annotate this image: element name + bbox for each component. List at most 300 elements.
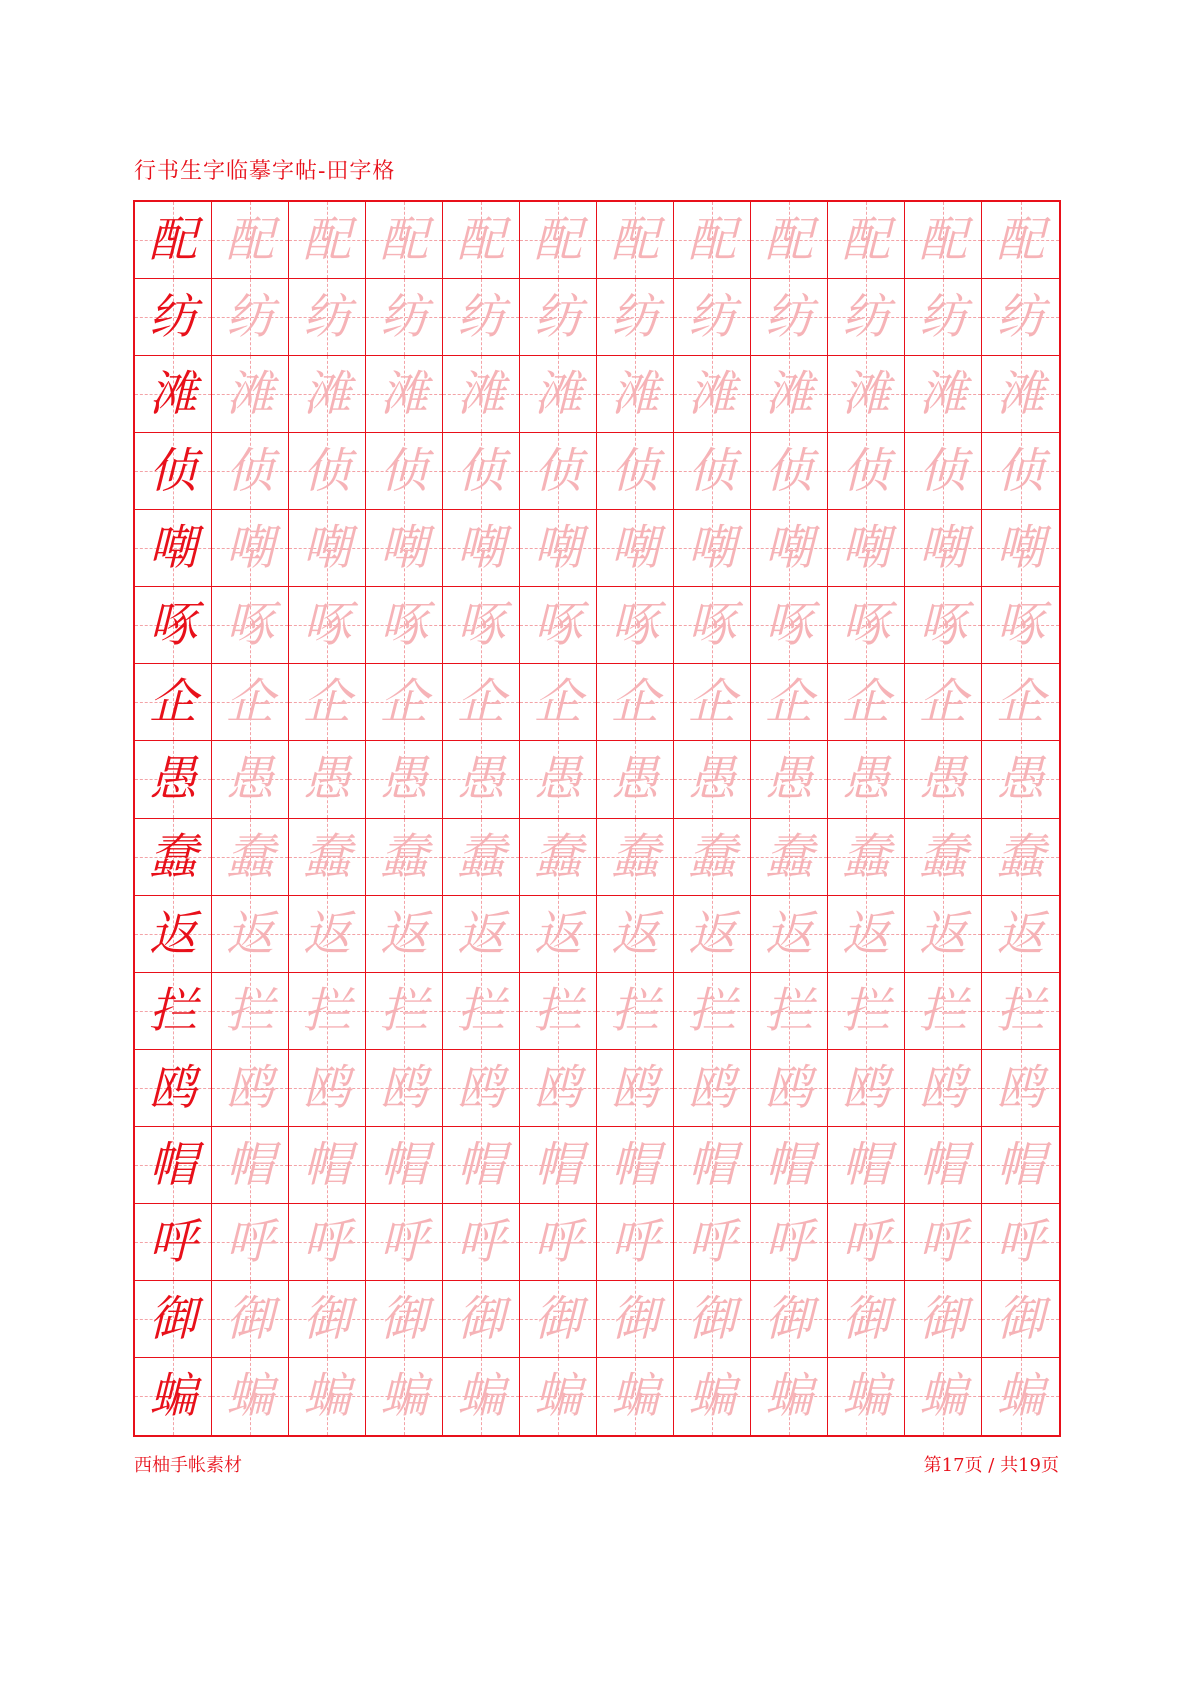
trace-character-cell	[212, 433, 289, 510]
model-character: 配	[148, 212, 197, 269]
trace-character-cell	[597, 510, 674, 587]
trace-character: 蝙	[302, 1368, 351, 1425]
model-character-cell	[135, 510, 212, 587]
trace-character-cell	[212, 356, 289, 433]
trace-character-cell	[289, 433, 366, 510]
trace-character-cell	[982, 973, 1059, 1050]
trace-character: 嘲	[918, 520, 967, 577]
trace-character-cell	[443, 664, 520, 741]
trace-character-cell	[366, 202, 443, 279]
trace-character: 呼	[918, 1213, 967, 1270]
trace-character-cell	[212, 664, 289, 741]
trace-character: 御	[225, 1290, 274, 1347]
trace-character-cell	[905, 433, 982, 510]
model-character: 蠢	[148, 828, 197, 885]
trace-character: 滩	[533, 366, 582, 423]
trace-character-cell	[520, 819, 597, 896]
trace-character: 御	[533, 1290, 582, 1347]
trace-character: 企	[841, 674, 890, 731]
trace-character: 蠢	[918, 828, 967, 885]
trace-character-cell	[366, 1127, 443, 1204]
model-character-cell	[135, 973, 212, 1050]
trace-character-cell	[366, 819, 443, 896]
trace-character-cell	[982, 587, 1059, 664]
model-character: 鸥	[148, 1059, 197, 1116]
trace-character: 蝙	[841, 1368, 890, 1425]
trace-character-cell	[443, 896, 520, 973]
trace-character-cell	[443, 973, 520, 1050]
trace-character-cell	[366, 510, 443, 587]
trace-character: 配	[379, 212, 428, 269]
trace-character: 返	[302, 905, 351, 962]
model-character-cell	[135, 1204, 212, 1281]
model-character-cell	[135, 896, 212, 973]
trace-character: 嘲	[225, 520, 274, 577]
model-character-cell	[135, 819, 212, 896]
trace-character: 嘲	[533, 520, 582, 577]
trace-character: 侦	[996, 443, 1045, 500]
trace-character: 御	[610, 1290, 659, 1347]
trace-character-cell	[982, 1050, 1059, 1127]
trace-character: 御	[764, 1290, 813, 1347]
trace-character-cell	[212, 1050, 289, 1127]
trace-character: 愚	[687, 751, 736, 808]
trace-character: 呼	[996, 1213, 1045, 1270]
trace-character: 返	[841, 905, 890, 962]
trace-character-cell	[828, 664, 905, 741]
trace-character-cell	[520, 279, 597, 356]
trace-character: 蠢	[456, 828, 505, 885]
trace-character-cell	[212, 896, 289, 973]
trace-character-cell	[905, 896, 982, 973]
trace-character-cell	[674, 896, 751, 973]
trace-character-cell	[674, 819, 751, 896]
model-character-cell	[135, 664, 212, 741]
trace-character: 纺	[533, 289, 582, 346]
trace-character: 蝙	[996, 1368, 1045, 1425]
trace-character-cell	[212, 202, 289, 279]
trace-character-cell	[828, 1127, 905, 1204]
trace-character: 呼	[225, 1213, 274, 1270]
trace-character: 呼	[456, 1213, 505, 1270]
trace-character: 侦	[379, 443, 428, 500]
trace-character: 纺	[456, 289, 505, 346]
trace-character-cell	[212, 1127, 289, 1204]
trace-character: 企	[764, 674, 813, 731]
trace-character: 帽	[379, 1136, 428, 1193]
trace-character: 企	[996, 674, 1045, 731]
trace-character: 侦	[918, 443, 967, 500]
trace-character-cell	[597, 1281, 674, 1358]
trace-character: 拦	[764, 982, 813, 1039]
trace-character-cell	[520, 510, 597, 587]
trace-character: 蝙	[379, 1368, 428, 1425]
trace-character-cell	[597, 279, 674, 356]
trace-character-cell	[443, 356, 520, 433]
trace-character-cell	[366, 433, 443, 510]
trace-character: 返	[379, 905, 428, 962]
trace-character-cell	[751, 1127, 828, 1204]
trace-character: 滩	[996, 366, 1045, 423]
trace-character-cell	[289, 510, 366, 587]
trace-character: 纺	[302, 289, 351, 346]
trace-character: 配	[841, 212, 890, 269]
trace-character: 蝙	[225, 1368, 274, 1425]
trace-character-cell	[289, 279, 366, 356]
trace-character: 帽	[764, 1136, 813, 1193]
trace-character-cell	[751, 1050, 828, 1127]
trace-character: 滩	[841, 366, 890, 423]
trace-character: 蠢	[764, 828, 813, 885]
trace-character-cell	[674, 1127, 751, 1204]
trace-character: 帽	[687, 1136, 736, 1193]
trace-character: 返	[533, 905, 582, 962]
trace-character-cell	[289, 741, 366, 818]
trace-character-cell	[982, 1127, 1059, 1204]
trace-character-cell	[905, 1281, 982, 1358]
trace-character: 帽	[225, 1136, 274, 1193]
trace-character-cell	[443, 587, 520, 664]
model-character-cell	[135, 202, 212, 279]
trace-character: 拦	[610, 982, 659, 1039]
trace-character: 蝙	[533, 1368, 582, 1425]
trace-character-cell	[597, 1358, 674, 1435]
trace-character-cell	[289, 1050, 366, 1127]
trace-character-cell	[289, 356, 366, 433]
trace-character: 蝙	[918, 1368, 967, 1425]
trace-character: 配	[764, 212, 813, 269]
trace-character: 企	[225, 674, 274, 731]
trace-character-cell	[674, 1204, 751, 1281]
trace-character: 啄	[687, 597, 736, 654]
trace-character-cell	[520, 433, 597, 510]
trace-character-cell	[905, 1204, 982, 1281]
trace-character-cell	[520, 1050, 597, 1127]
page-title: 行书生字临摹字帖-田字格	[134, 159, 396, 184]
trace-character: 滩	[918, 366, 967, 423]
trace-character: 配	[302, 212, 351, 269]
trace-character-cell	[212, 1204, 289, 1281]
trace-character-cell	[366, 279, 443, 356]
trace-character: 纺	[687, 289, 736, 346]
trace-character: 蠢	[996, 828, 1045, 885]
model-character: 拦	[148, 982, 197, 1039]
trace-character-cell	[828, 433, 905, 510]
trace-character-cell	[212, 279, 289, 356]
trace-character: 配	[610, 212, 659, 269]
trace-character-cell	[289, 896, 366, 973]
trace-character: 蠢	[610, 828, 659, 885]
trace-character-cell	[674, 356, 751, 433]
trace-character-cell	[520, 202, 597, 279]
trace-character-cell	[905, 356, 982, 433]
trace-character-cell	[751, 202, 828, 279]
trace-character: 啄	[302, 597, 351, 654]
trace-character: 蝙	[687, 1368, 736, 1425]
trace-character: 帽	[456, 1136, 505, 1193]
trace-character: 蝙	[610, 1368, 659, 1425]
trace-character: 嘲	[379, 520, 428, 577]
model-character: 愚	[148, 751, 197, 808]
trace-character-cell	[674, 973, 751, 1050]
trace-character-cell	[982, 356, 1059, 433]
model-character-cell	[135, 433, 212, 510]
trace-character-cell	[751, 587, 828, 664]
trace-character-cell	[982, 819, 1059, 896]
trace-character: 蝙	[764, 1368, 813, 1425]
trace-character: 企	[533, 674, 582, 731]
trace-character: 啄	[379, 597, 428, 654]
trace-character-cell	[905, 1127, 982, 1204]
trace-character: 愚	[610, 751, 659, 808]
trace-character: 御	[379, 1290, 428, 1347]
trace-character-cell	[289, 819, 366, 896]
trace-character-cell	[905, 1358, 982, 1435]
model-character: 纺	[148, 289, 197, 346]
trace-character-cell	[289, 664, 366, 741]
trace-character: 鸥	[610, 1059, 659, 1116]
trace-character: 返	[687, 905, 736, 962]
footer-page-info: 第17页 / 共19页	[923, 1455, 1059, 1476]
trace-character-cell	[751, 510, 828, 587]
trace-character: 帽	[918, 1136, 967, 1193]
trace-character-cell	[828, 1281, 905, 1358]
trace-character-cell	[520, 896, 597, 973]
trace-character: 愚	[918, 751, 967, 808]
trace-character: 拦	[996, 982, 1045, 1039]
trace-character: 呼	[379, 1213, 428, 1270]
trace-character: 帽	[610, 1136, 659, 1193]
model-character: 帽	[148, 1136, 197, 1193]
trace-character-cell	[289, 1127, 366, 1204]
trace-character: 御	[687, 1290, 736, 1347]
trace-character-cell	[443, 279, 520, 356]
trace-character-cell	[982, 1281, 1059, 1358]
trace-character: 啄	[533, 597, 582, 654]
trace-character-cell	[520, 1204, 597, 1281]
trace-character-cell	[520, 587, 597, 664]
trace-character: 拦	[533, 982, 582, 1039]
trace-character-cell	[905, 741, 982, 818]
trace-character: 鸥	[533, 1059, 582, 1116]
trace-character-cell	[212, 741, 289, 818]
trace-character: 蠢	[379, 828, 428, 885]
trace-character-cell	[828, 1204, 905, 1281]
trace-character: 配	[225, 212, 274, 269]
practice-grid	[133, 200, 1061, 1437]
model-character: 啄	[148, 597, 197, 654]
trace-character-cell	[289, 973, 366, 1050]
trace-character-cell	[366, 664, 443, 741]
trace-character: 企	[610, 674, 659, 731]
trace-character: 愚	[841, 751, 890, 808]
trace-character-cell	[520, 356, 597, 433]
trace-character-cell	[366, 356, 443, 433]
trace-character: 呼	[533, 1213, 582, 1270]
trace-character-cell	[366, 896, 443, 973]
trace-character: 企	[302, 674, 351, 731]
trace-character: 蠢	[841, 828, 890, 885]
trace-character: 啄	[764, 597, 813, 654]
model-character: 企	[148, 674, 197, 731]
trace-character: 鸥	[687, 1059, 736, 1116]
model-character: 御	[148, 1290, 197, 1347]
trace-character: 啄	[456, 597, 505, 654]
trace-character-cell	[828, 279, 905, 356]
model-character: 嘲	[148, 520, 197, 577]
trace-character-cell	[674, 1050, 751, 1127]
trace-character-cell	[366, 587, 443, 664]
trace-character: 侦	[225, 443, 274, 500]
trace-character-cell	[751, 279, 828, 356]
trace-character-cell	[597, 1050, 674, 1127]
trace-character: 嘲	[302, 520, 351, 577]
trace-character: 滩	[302, 366, 351, 423]
trace-character: 帽	[841, 1136, 890, 1193]
trace-character: 呼	[687, 1213, 736, 1270]
trace-character: 侦	[456, 443, 505, 500]
trace-character: 滩	[610, 366, 659, 423]
trace-character: 嘲	[996, 520, 1045, 577]
trace-character-cell	[982, 279, 1059, 356]
trace-character: 拦	[456, 982, 505, 1039]
trace-character-cell	[597, 973, 674, 1050]
trace-character-cell	[982, 896, 1059, 973]
trace-character-cell	[212, 587, 289, 664]
trace-character: 配	[996, 212, 1045, 269]
trace-character-cell	[751, 896, 828, 973]
trace-character-cell	[520, 1358, 597, 1435]
trace-character-cell	[982, 510, 1059, 587]
trace-character-cell	[443, 819, 520, 896]
trace-character-cell	[674, 741, 751, 818]
trace-character-cell	[597, 896, 674, 973]
trace-character-cell	[905, 664, 982, 741]
trace-character: 御	[456, 1290, 505, 1347]
trace-character-cell	[828, 741, 905, 818]
model-character: 侦	[148, 443, 197, 500]
trace-character-cell	[905, 1050, 982, 1127]
trace-character: 鸥	[379, 1059, 428, 1116]
model-character-cell	[135, 279, 212, 356]
trace-character: 返	[996, 905, 1045, 962]
trace-character-cell	[828, 973, 905, 1050]
trace-character-cell	[520, 1127, 597, 1204]
trace-character-cell	[520, 741, 597, 818]
trace-character-cell	[982, 1204, 1059, 1281]
trace-character-cell	[751, 356, 828, 433]
trace-character: 御	[996, 1290, 1045, 1347]
trace-character-cell	[366, 1204, 443, 1281]
trace-character-cell	[828, 587, 905, 664]
trace-character-cell	[674, 587, 751, 664]
trace-character-cell	[212, 819, 289, 896]
trace-character-cell	[674, 279, 751, 356]
trace-character-cell	[289, 202, 366, 279]
trace-character: 纺	[918, 289, 967, 346]
model-character-cell	[135, 741, 212, 818]
trace-character-cell	[828, 819, 905, 896]
trace-character-cell	[982, 741, 1059, 818]
trace-character: 纺	[764, 289, 813, 346]
trace-character: 配	[687, 212, 736, 269]
trace-character: 侦	[533, 443, 582, 500]
trace-character-cell	[443, 1050, 520, 1127]
trace-character: 嘲	[610, 520, 659, 577]
trace-character-cell	[751, 973, 828, 1050]
trace-character: 御	[841, 1290, 890, 1347]
trace-character: 企	[456, 674, 505, 731]
trace-character: 侦	[687, 443, 736, 500]
trace-character: 嘲	[841, 520, 890, 577]
trace-character: 鸥	[918, 1059, 967, 1116]
model-character: 呼	[148, 1213, 197, 1270]
trace-character: 啄	[610, 597, 659, 654]
trace-character-cell	[674, 1358, 751, 1435]
trace-character-cell	[751, 664, 828, 741]
trace-character-cell	[751, 1358, 828, 1435]
trace-character: 滩	[764, 366, 813, 423]
trace-character: 愚	[764, 751, 813, 808]
trace-character: 蠢	[225, 828, 274, 885]
trace-character: 嘲	[456, 520, 505, 577]
trace-character: 呼	[302, 1213, 351, 1270]
trace-character: 帽	[302, 1136, 351, 1193]
model-character: 滩	[148, 366, 197, 423]
trace-character: 侦	[610, 443, 659, 500]
trace-character-cell	[597, 587, 674, 664]
footer-source: 西柚手帐素材	[134, 1455, 242, 1476]
trace-character: 滩	[687, 366, 736, 423]
trace-character-cell	[597, 433, 674, 510]
trace-character-cell	[366, 1281, 443, 1358]
trace-character: 拦	[302, 982, 351, 1039]
trace-character-cell	[597, 741, 674, 818]
trace-character-cell	[751, 1281, 828, 1358]
trace-character-cell	[751, 741, 828, 818]
trace-character-cell	[289, 1204, 366, 1281]
trace-character: 滩	[225, 366, 274, 423]
trace-character-cell	[597, 1204, 674, 1281]
trace-character: 侦	[841, 443, 890, 500]
trace-character-cell	[597, 664, 674, 741]
trace-character-cell	[982, 202, 1059, 279]
trace-character: 鸥	[841, 1059, 890, 1116]
trace-character-cell	[674, 664, 751, 741]
trace-character-cell	[982, 433, 1059, 510]
trace-character: 鸥	[302, 1059, 351, 1116]
trace-character: 愚	[302, 751, 351, 808]
trace-character: 拦	[687, 982, 736, 1039]
trace-character-cell	[751, 1204, 828, 1281]
trace-character: 嘲	[687, 520, 736, 577]
trace-character: 拦	[225, 982, 274, 1039]
trace-character: 纺	[379, 289, 428, 346]
trace-character: 帽	[533, 1136, 582, 1193]
trace-character: 返	[456, 905, 505, 962]
trace-character: 返	[918, 905, 967, 962]
trace-character: 嘲	[764, 520, 813, 577]
trace-character: 鸥	[225, 1059, 274, 1116]
trace-character: 配	[918, 212, 967, 269]
trace-character: 侦	[764, 443, 813, 500]
trace-character-cell	[212, 973, 289, 1050]
trace-character: 返	[225, 905, 274, 962]
trace-character: 愚	[996, 751, 1045, 808]
trace-character-cell	[212, 1281, 289, 1358]
trace-character: 呼	[610, 1213, 659, 1270]
trace-character-cell	[597, 1127, 674, 1204]
